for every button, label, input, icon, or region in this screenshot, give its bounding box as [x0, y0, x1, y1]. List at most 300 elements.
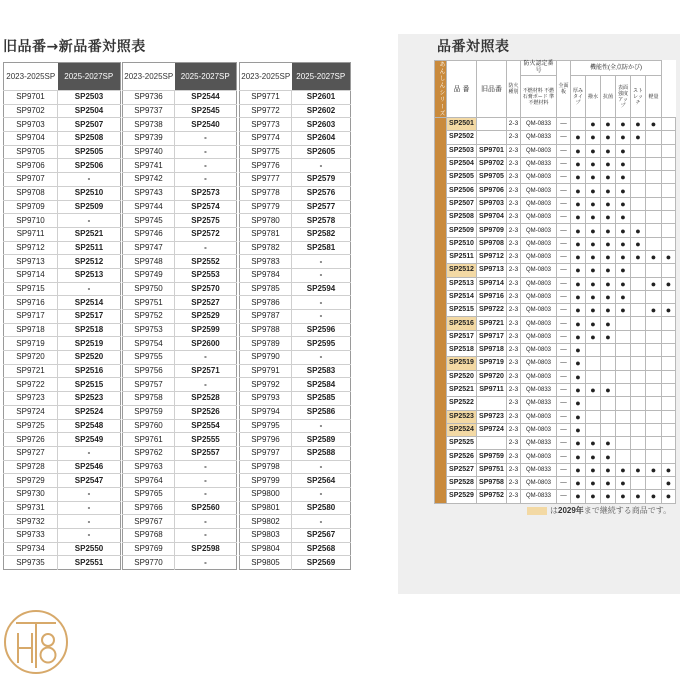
old-code: SP9718: [4, 323, 58, 337]
feature-cell: [616, 410, 631, 423]
new-code: -: [175, 515, 237, 529]
mapping-row: [123, 227, 237, 241]
mapping-row: [123, 460, 237, 474]
mapping-row: [123, 104, 237, 118]
new-code: SP2557: [175, 446, 237, 460]
product-row: [435, 237, 676, 250]
old-code: SP9770: [123, 556, 175, 570]
feature-cell: [601, 344, 616, 357]
mapping-row: [240, 337, 351, 351]
cert-number: QM-0803: [521, 264, 557, 277]
product-code: SP2516: [447, 317, 477, 330]
new-code: SP2604: [292, 132, 351, 146]
old-code: SP9706: [4, 159, 58, 173]
old-product-code: SP9752: [477, 490, 507, 503]
old-code: SP9739: [123, 132, 175, 146]
feature-cell: [616, 423, 631, 436]
old-code: SP9758: [123, 392, 175, 406]
mapping-row: [240, 145, 351, 159]
product-row: [435, 131, 676, 144]
fire-type: 2-3: [507, 118, 521, 131]
feature-dot: ●: [601, 304, 616, 317]
old-code: SP9753: [123, 323, 175, 337]
new-code: SP2553: [175, 268, 237, 282]
old-code: SP9795: [240, 419, 292, 433]
feature-cell: [616, 344, 631, 357]
new-code: SP2584: [292, 378, 351, 392]
feature-dot: ●: [586, 290, 601, 303]
new-code: SP2574: [175, 200, 237, 214]
product-code: SP2520: [447, 370, 477, 383]
mapping-row: [4, 227, 121, 241]
old-code: SP9704: [4, 132, 58, 146]
old-code: SP9750: [123, 282, 175, 296]
product-code: SP2527: [447, 463, 477, 476]
cert-number: QM-0833: [521, 463, 557, 476]
feature-dot: ●: [571, 344, 586, 357]
mapping-row: [123, 405, 237, 419]
header-old: 2023-2025SP: [123, 63, 175, 91]
product-row: [435, 157, 676, 170]
product-code: SP2525: [447, 437, 477, 450]
old-product-code: SP9723: [477, 410, 507, 423]
feature-dot: ●: [646, 118, 662, 131]
old-product-code: SP9713: [477, 264, 507, 277]
header-new: 2025-2027SP: [175, 63, 237, 91]
feature-cell: [646, 423, 662, 436]
old-code: SP9782: [240, 241, 292, 255]
feature-cell: [662, 423, 676, 436]
feature-cell: [586, 410, 601, 423]
old-product-code: SP9717: [477, 330, 507, 343]
mapping-row: [240, 433, 351, 447]
fire-type: 2-3: [507, 290, 521, 303]
old-code: SP9747: [123, 241, 175, 255]
old-code: SP9789: [240, 337, 292, 351]
old-product-code: SP9704: [477, 211, 507, 224]
new-code: SP2570: [175, 282, 237, 296]
cert-number: QM-0833: [521, 131, 557, 144]
mapping-row: [4, 159, 121, 173]
new-code: SP2523: [58, 392, 121, 406]
col-full-board: 全面板: [557, 61, 571, 118]
header-old: 2023-2025SP: [4, 63, 58, 91]
old-code: SP9754: [123, 337, 175, 351]
new-code: SP2510: [58, 186, 121, 200]
col-fire-type: 防火種別: [507, 61, 521, 118]
old-product-code: SP9714: [477, 277, 507, 290]
feature-dot: ●: [571, 423, 586, 436]
old-product-code: [477, 397, 507, 410]
cert-number: QM-0833: [521, 118, 557, 131]
feature-cell: [616, 450, 631, 463]
mapping-row: [240, 91, 351, 105]
old-code: SP9728: [4, 460, 58, 474]
product-code: SP2505: [447, 171, 477, 184]
new-code: SP2595: [292, 337, 351, 351]
mapping-row: [123, 241, 237, 255]
new-code: -: [58, 529, 121, 543]
fire-type: 2-3: [507, 490, 521, 503]
mapping-row: [4, 186, 121, 200]
feature-dot: ●: [571, 264, 586, 277]
feature-dot: ●: [571, 197, 586, 210]
feature-cell: [662, 317, 676, 330]
new-code: SP2603: [292, 118, 351, 132]
feature-dot: ●: [662, 477, 676, 490]
feature-dot: ●: [571, 171, 586, 184]
old-code: SP9765: [123, 487, 175, 501]
product-code: SP2513: [447, 277, 477, 290]
old-code: SP9801: [240, 501, 292, 515]
feature-dot: ●: [571, 184, 586, 197]
old-code: SP9805: [240, 556, 292, 570]
cert-number: QM-0803: [521, 277, 557, 290]
mapping-row: [240, 310, 351, 324]
mapping-row: [123, 419, 237, 433]
feature-dot: ●: [616, 197, 631, 210]
new-code: SP2518: [58, 323, 121, 337]
product-code: SP2503: [447, 144, 477, 157]
feature-cell: [646, 397, 662, 410]
feature-cell: [646, 370, 662, 383]
feature-cell: [601, 370, 616, 383]
header-new: 2025-2027SP: [292, 63, 351, 91]
new-code: SP2573: [175, 186, 237, 200]
old-product-code: SP9721: [477, 317, 507, 330]
new-code: SP2549: [58, 433, 121, 447]
mapping-row: [240, 132, 351, 146]
old-code: SP9751: [123, 296, 175, 310]
feature-cell: [646, 410, 662, 423]
feature-cell: [631, 370, 646, 383]
feature-cell: [616, 383, 631, 396]
old-product-code: SP9758: [477, 477, 507, 490]
new-code: SP2567: [292, 529, 351, 543]
new-code: SP2586: [292, 405, 351, 419]
feature-dot: ●: [601, 131, 616, 144]
new-code: SP2601: [292, 91, 351, 105]
feature-cell: [646, 357, 662, 370]
feature-dot: ●: [586, 197, 601, 210]
new-code: SP2524: [58, 405, 121, 419]
note-suffix: まで継続する商品です。: [583, 506, 672, 515]
full-board: —: [557, 237, 571, 250]
old-code: SP9712: [4, 241, 58, 255]
full-board: —: [557, 437, 571, 450]
old-code: SP9743: [123, 186, 175, 200]
col-light: 軽量: [646, 76, 662, 118]
feature-cell: [631, 211, 646, 224]
product-code: SP2504: [447, 157, 477, 170]
old-code: SP9804: [240, 542, 292, 556]
feature-cell: [616, 437, 631, 450]
new-code: -: [58, 515, 121, 529]
feature-dot: ●: [616, 131, 631, 144]
feature-cell: [662, 357, 676, 370]
mapping-row: [4, 91, 121, 105]
old-code: SP9745: [123, 214, 175, 228]
new-code: SP2572: [175, 227, 237, 241]
old-code: SP9708: [4, 186, 58, 200]
feature-cell: [586, 357, 601, 370]
header-new: 2025-2027SP: [58, 63, 121, 91]
feature-dot: ●: [586, 144, 601, 157]
feature-cell: [646, 171, 662, 184]
mapping-row: [240, 515, 351, 529]
feature-cell: [631, 317, 646, 330]
old-code: SP9776: [240, 159, 292, 173]
series-band: [435, 118, 447, 504]
fire-type: 2-3: [507, 357, 521, 370]
product-row: [435, 118, 676, 131]
feature-dot: ●: [601, 277, 616, 290]
old-code: SP9763: [123, 460, 175, 474]
product-code: SP2518: [447, 344, 477, 357]
mapping-row: [4, 474, 121, 488]
mapping-row: [4, 145, 121, 159]
product-code: SP2519: [447, 357, 477, 370]
feature-dot: ●: [571, 383, 586, 396]
mapping-row: [4, 529, 121, 543]
cert-number: QM-0833: [521, 383, 557, 396]
feature-dot: ●: [571, 211, 586, 224]
feature-cell: [631, 423, 646, 436]
fire-type: 2-3: [507, 264, 521, 277]
product-code: SP2508: [447, 211, 477, 224]
fire-type: 2-3: [507, 317, 521, 330]
col-thick: 厚みタイプ: [571, 76, 586, 118]
col-function-group: 機能性(全点防かび): [571, 61, 662, 76]
old-code: SP9799: [240, 474, 292, 488]
new-code: -: [175, 378, 237, 392]
mapping-row: [4, 378, 121, 392]
fire-type: 2-3: [507, 171, 521, 184]
new-code: -: [175, 145, 237, 159]
feature-dot: ●: [571, 157, 586, 170]
mapping-row: [123, 186, 237, 200]
feature-cell: [662, 157, 676, 170]
feature-dot: ●: [646, 490, 662, 503]
feature-cell: [662, 131, 676, 144]
old-code: SP9702: [4, 104, 58, 118]
feature-cell: [586, 397, 601, 410]
feature-cell: [631, 437, 646, 450]
col-stain: ストレッチ: [631, 76, 646, 118]
cert-number: QM-0833: [521, 157, 557, 170]
feature-cell: [662, 144, 676, 157]
feature-dot: ●: [571, 290, 586, 303]
feature-cell: [586, 423, 601, 436]
fire-type: 2-3: [507, 144, 521, 157]
old-product-code: SP9722: [477, 304, 507, 317]
old-product-code: [477, 118, 507, 131]
cert-number: QM-0833: [521, 490, 557, 503]
old-product-code: SP9720: [477, 370, 507, 383]
new-code: SP2585: [292, 392, 351, 406]
new-code: SP2554: [175, 419, 237, 433]
mapping-row: [240, 323, 351, 337]
old-code: SP9729: [4, 474, 58, 488]
product-row: [435, 171, 676, 184]
feature-dot: ●: [601, 264, 616, 277]
old-code: SP9786: [240, 296, 292, 310]
new-code: -: [292, 460, 351, 474]
feature-dot: ●: [601, 317, 616, 330]
old-code: SP9779: [240, 200, 292, 214]
new-code: SP2507: [58, 118, 121, 132]
fire-type: 2-3: [507, 184, 521, 197]
feature-dot: ●: [586, 250, 601, 263]
product-row: [435, 357, 676, 370]
full-board: —: [557, 184, 571, 197]
cert-number: QM-0803: [521, 304, 557, 317]
feature-cell: [646, 184, 662, 197]
feature-dot: ●: [616, 290, 631, 303]
feature-dot: ●: [662, 250, 676, 263]
old-code: SP9744: [123, 200, 175, 214]
cert-number: QM-0803: [521, 370, 557, 383]
feature-dot: ●: [601, 250, 616, 263]
feature-dot: ●: [586, 450, 601, 463]
mapping-row: [4, 364, 121, 378]
feature-cell: [646, 157, 662, 170]
cert-number: QM-0803: [521, 171, 557, 184]
feature-dot: ●: [571, 250, 586, 263]
old-code: SP9794: [240, 405, 292, 419]
mapping-row: [123, 529, 237, 543]
mapping-row: [4, 296, 121, 310]
new-code: SP2568: [292, 542, 351, 556]
feature-cell: [631, 157, 646, 170]
feature-cell: [646, 317, 662, 330]
new-code: -: [175, 241, 237, 255]
feature-cell: [646, 197, 662, 210]
old-product-code: SP9711: [477, 383, 507, 396]
fire-type: 2-3: [507, 197, 521, 210]
full-board: —: [557, 357, 571, 370]
feature-cell: [586, 370, 601, 383]
feature-dot: ●: [616, 277, 631, 290]
feature-dot: ●: [616, 211, 631, 224]
feature-cell: [646, 264, 662, 277]
new-code: SP2564: [292, 474, 351, 488]
old-product-code: SP9708: [477, 237, 507, 250]
full-board: —: [557, 171, 571, 184]
old-code: SP9760: [123, 419, 175, 433]
new-code: -: [175, 487, 237, 501]
new-code: -: [175, 173, 237, 187]
new-code: -: [175, 132, 237, 146]
mapping-row: [240, 241, 351, 255]
full-board: —: [557, 264, 571, 277]
feature-dot: ●: [571, 463, 586, 476]
mapping-row: [4, 241, 121, 255]
new-code: SP2583: [292, 364, 351, 378]
old-code: SP9784: [240, 268, 292, 282]
fire-type: 2-3: [507, 410, 521, 423]
new-code: SP2577: [292, 200, 351, 214]
mapping-row: [4, 351, 121, 365]
product-code: SP2514: [447, 290, 477, 303]
feature-cell: [662, 197, 676, 210]
old-code: SP9792: [240, 378, 292, 392]
new-code: SP2511: [58, 241, 121, 255]
cert-number: QM-0803: [521, 237, 557, 250]
feature-dot: ●: [571, 370, 586, 383]
mapping-row: [4, 200, 121, 214]
new-code: SP2545: [175, 104, 237, 118]
feature-cell: [616, 330, 631, 343]
mapping-row: [123, 364, 237, 378]
old-product-code: SP9718: [477, 344, 507, 357]
old-code: SP9716: [4, 296, 58, 310]
new-code: -: [58, 282, 121, 296]
new-code: SP2528: [175, 392, 237, 406]
fire-type: 2-3: [507, 211, 521, 224]
full-board: —: [557, 144, 571, 157]
feature-cell: [646, 290, 662, 303]
mapping-row: [240, 104, 351, 118]
mapping-row: [123, 296, 237, 310]
old-code: SP9772: [240, 104, 292, 118]
old-code: SP9720: [4, 351, 58, 365]
old-product-code: SP9751: [477, 463, 507, 476]
feature-dot: ●: [571, 437, 586, 450]
old-product-code: SP9701: [477, 144, 507, 157]
product-code: SP2510: [447, 237, 477, 250]
mapping-row: [240, 542, 351, 556]
col-old-code: 旧品番: [477, 61, 507, 118]
old-code: SP9733: [4, 529, 58, 543]
new-code: SP2598: [175, 542, 237, 556]
feature-dot: ●: [586, 237, 601, 250]
mapping-row: [4, 323, 121, 337]
mapping-row: [123, 337, 237, 351]
old-code: SP9721: [4, 364, 58, 378]
old-code: SP9755: [123, 351, 175, 365]
feature-cell: [662, 450, 676, 463]
feature-dot: ●: [601, 490, 616, 503]
feature-dot: ●: [631, 131, 646, 144]
product-code: SP2507: [447, 197, 477, 210]
feature-dot: ●: [586, 171, 601, 184]
mapping-row: [4, 460, 121, 474]
feature-dot: ●: [631, 237, 646, 250]
product-code: SP2528: [447, 477, 477, 490]
new-code: SP2548: [58, 419, 121, 433]
feature-cell: [646, 211, 662, 224]
cert-number: QM-0803: [521, 211, 557, 224]
product-row: [435, 250, 676, 263]
full-board: —: [557, 211, 571, 224]
mapping-row: [123, 542, 237, 556]
new-code: -: [175, 556, 237, 570]
col-water: 撥水: [586, 76, 601, 118]
product-row: [435, 290, 676, 303]
feature-dot: ●: [586, 330, 601, 343]
cert-number: QM-0833: [521, 437, 557, 450]
cert-number: QM-0803: [521, 450, 557, 463]
old-code: SP9790: [240, 351, 292, 365]
feature-dot: ●: [601, 224, 616, 237]
feature-dot: ●: [646, 250, 662, 263]
new-code: SP2552: [175, 255, 237, 269]
new-code: -: [292, 487, 351, 501]
feature-cell: [631, 450, 646, 463]
mapping-row: [240, 556, 351, 570]
feature-dot: ●: [586, 477, 601, 490]
